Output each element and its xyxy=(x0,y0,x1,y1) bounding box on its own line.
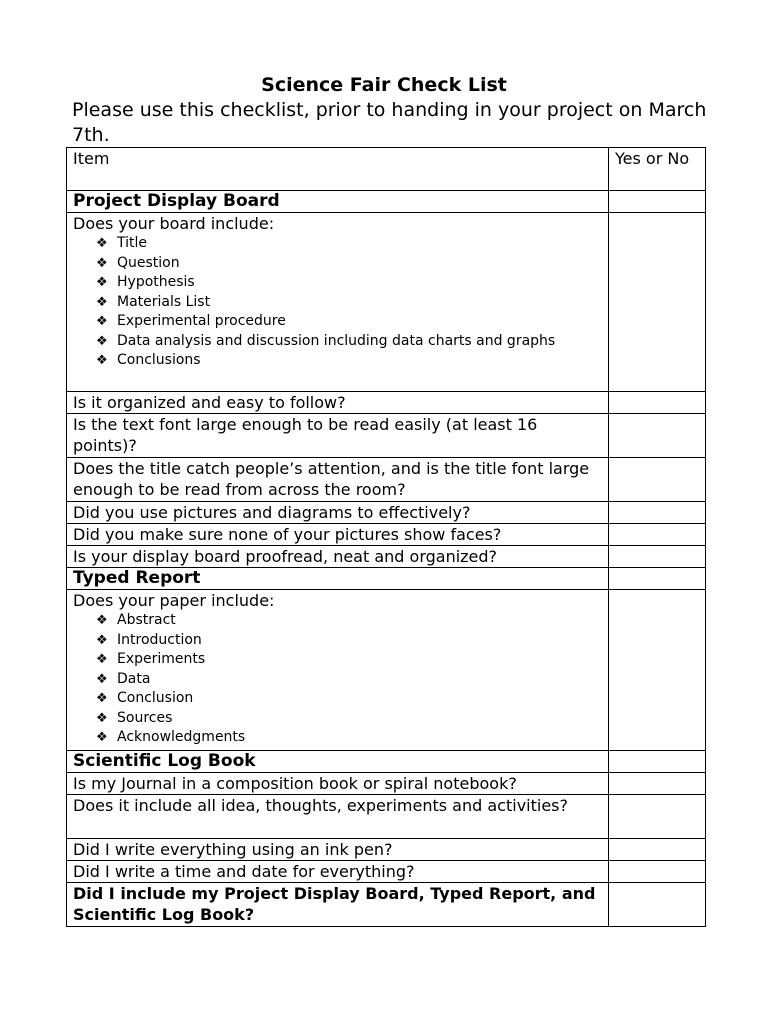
checklist-body xyxy=(67,191,706,927)
diamond-bullet-icon: ❖ xyxy=(96,710,108,726)
answer-cell[interactable] xyxy=(609,861,706,883)
checklist-row xyxy=(67,773,706,795)
question-text: Did I write everything using an ink pen? xyxy=(67,839,609,861)
answer-cell[interactable] xyxy=(609,414,706,458)
diamond-bullet-icon: ❖ xyxy=(96,294,108,310)
question-text: Is your display board proofread, neat and organized? xyxy=(67,546,609,568)
bullet-text: Experimental procedure xyxy=(117,313,286,329)
bullet-text: Conclusion xyxy=(117,690,194,706)
list-question-text: Does your board include: xyxy=(73,214,275,233)
bullet-item xyxy=(96,273,602,293)
question-text: Did I include my Project Display Board, Typed Report, and Scientific Log Book? xyxy=(67,883,609,927)
bullet-text: Data analysis and discussion including data charts and graphs xyxy=(117,332,556,349)
bullet-item xyxy=(96,293,602,313)
question-text: Is the text font large enough to be read easily (at least 16 points)? xyxy=(67,414,609,458)
checklist-row xyxy=(67,839,706,861)
bullet-item xyxy=(96,670,602,690)
checklist-row xyxy=(67,502,706,524)
answer-cell[interactable] xyxy=(609,458,706,502)
answer-cell[interactable] xyxy=(609,191,706,213)
answer-cell[interactable] xyxy=(609,883,706,927)
diamond-bullet-icon: ❖ xyxy=(96,353,108,368)
answer-cell[interactable] xyxy=(609,590,706,751)
bullet-text: Acknowledgments xyxy=(117,729,246,745)
list-question-text: Does your paper include: xyxy=(73,591,275,610)
checklist-row xyxy=(67,524,706,546)
checklist-row xyxy=(67,458,706,502)
bullet-item xyxy=(96,332,602,352)
bullet-item xyxy=(96,689,602,709)
section-row xyxy=(67,751,706,773)
bullet-item xyxy=(96,234,602,254)
checklist-row xyxy=(67,861,706,883)
bullet-item xyxy=(96,728,602,748)
question-text: Is my Journal in a composition book or spiral notebook? xyxy=(67,773,609,795)
header-row xyxy=(67,148,706,191)
diamond-bullet-icon: ❖ xyxy=(96,613,108,628)
bullet-text: Question xyxy=(117,254,180,271)
section-row xyxy=(67,191,706,213)
answer-cell[interactable] xyxy=(609,546,706,568)
page-title: Science Fair Check List xyxy=(261,74,507,96)
question-text: Did I write a time and date for everything? xyxy=(67,861,609,883)
diamond-bullet-icon: ❖ xyxy=(96,314,108,329)
answer-cell[interactable] xyxy=(609,524,706,546)
bullet-text: Hypothesis xyxy=(117,274,195,290)
bullet-item xyxy=(96,254,602,274)
question-text: Did you use pictures and diagrams to effectively? xyxy=(67,502,609,524)
list-question-cell xyxy=(67,590,609,751)
diamond-bullet-icon: ❖ xyxy=(96,730,108,745)
answer-cell[interactable] xyxy=(609,795,706,839)
bullet-text: Title xyxy=(117,235,148,251)
header-item: Item xyxy=(67,148,609,191)
checklist-row xyxy=(67,590,706,751)
checklist-row xyxy=(67,546,706,568)
bullet-text: Conclusions xyxy=(117,352,201,368)
answer-cell[interactable] xyxy=(609,392,706,414)
question-text: Did you make sure none of your pictures show faces? xyxy=(67,524,609,546)
answer-cell[interactable] xyxy=(609,773,706,795)
answer-cell[interactable] xyxy=(609,502,706,524)
section-heading: Project Display Board xyxy=(67,191,609,213)
diamond-bullet-icon: ❖ xyxy=(96,632,108,648)
diamond-bullet-icon: ❖ xyxy=(96,691,108,706)
diamond-bullet-icon: ❖ xyxy=(96,275,108,290)
diamond-bullet-icon: ❖ xyxy=(96,255,108,271)
checklist-row xyxy=(67,213,706,392)
bullet-item xyxy=(96,709,602,729)
bullet-item xyxy=(96,611,602,631)
checklist-row xyxy=(67,883,706,927)
question-text: Does it include all idea, thoughts, experiments and activities? xyxy=(67,795,609,839)
list-question-cell xyxy=(67,213,609,392)
bullet-text: Materials List xyxy=(117,293,211,310)
section-heading: Scientific Log Book xyxy=(67,751,609,773)
checklist-row xyxy=(67,392,706,414)
diamond-bullet-icon: ❖ xyxy=(96,652,108,667)
checklist-row xyxy=(67,414,706,458)
diamond-bullet-icon: ❖ xyxy=(96,671,108,687)
bullet-text: Abstract xyxy=(117,612,176,628)
bullet-text: Introduction xyxy=(117,631,202,648)
section-heading: Typed Report xyxy=(67,568,609,590)
answer-cell[interactable] xyxy=(609,213,706,392)
answer-cell[interactable] xyxy=(609,568,706,590)
bullet-list xyxy=(73,611,602,748)
bullet-text: Data xyxy=(117,670,151,687)
bullet-item xyxy=(96,650,602,670)
bullet-item xyxy=(96,312,602,332)
answer-cell[interactable] xyxy=(609,751,706,773)
question-text: Is it organized and easy to follow? xyxy=(67,392,609,414)
section-row xyxy=(67,568,706,590)
diamond-bullet-icon: ❖ xyxy=(96,333,108,349)
header-answer: Yes or No xyxy=(609,148,706,191)
bullet-item xyxy=(96,631,602,651)
question-text: Does the title catch people’s attention, and is the title font large enough to be read from across the room? xyxy=(67,458,609,502)
answer-cell[interactable] xyxy=(609,839,706,861)
bullet-list xyxy=(73,234,602,371)
checklist-table xyxy=(66,147,706,927)
bullet-text: Sources xyxy=(117,709,173,726)
intro-text: Please use this checklist, prior to handing in your project on March 7th. xyxy=(72,99,707,146)
checklist-row xyxy=(67,795,706,839)
bullet-item xyxy=(96,351,602,371)
diamond-bullet-icon: ❖ xyxy=(96,236,108,251)
bullet-text: Experiments xyxy=(117,651,206,667)
